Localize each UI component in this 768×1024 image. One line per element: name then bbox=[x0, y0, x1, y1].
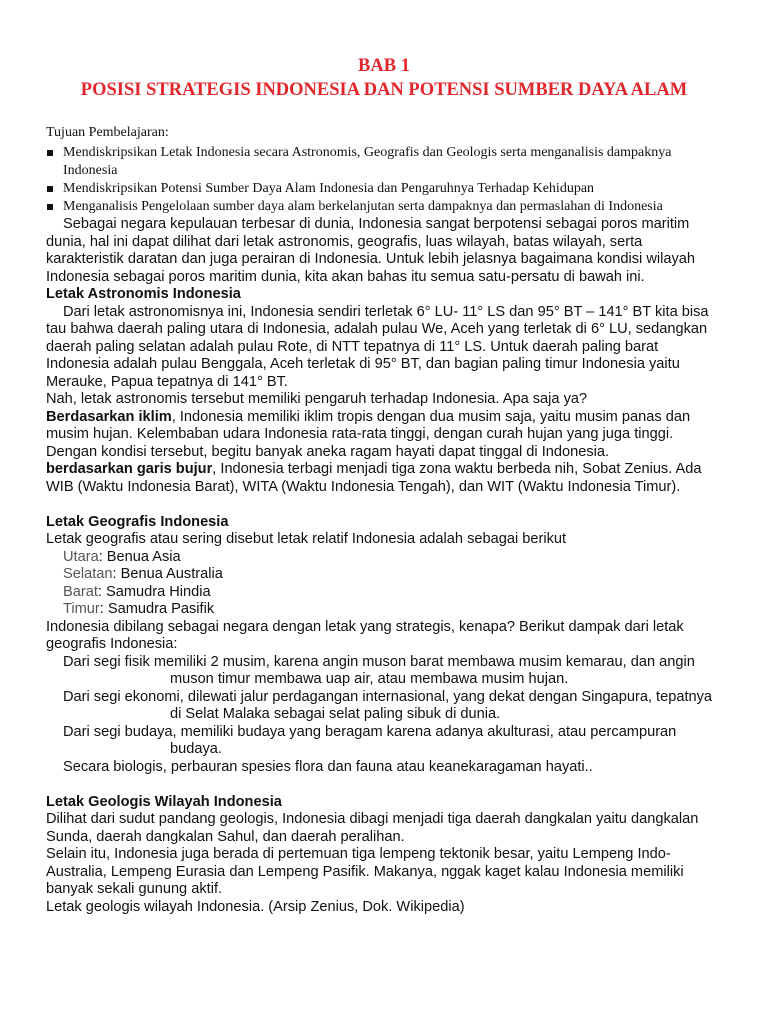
climate-paragraph bbox=[46, 409, 722, 462]
direction-name: Timur bbox=[63, 601, 100, 617]
geografis-intro: Letak geografis atau sering disebut letak relatif Indonesia adalah sebagai berikut bbox=[46, 531, 567, 547]
direction-value: : Benua Asia bbox=[98, 548, 181, 565]
climate-label: Berdasarkan iklim bbox=[46, 408, 172, 425]
impact-item: Dari segi budaya, memiliki budaya yang beragam karena adanya akulturasi, atau percampuran budaya. bbox=[63, 723, 677, 757]
objectives-list bbox=[46, 144, 722, 216]
section-heading-geografis: Letak Geografis Indonesia bbox=[46, 513, 229, 530]
astronomis-paragraph: Dari letak astronomisnya ini, Indonesia sendiri terletak 6° LU- 11° LS dan 95° BT – 141° BT kita bisa tau bahwa daerah paling utara di Indonesia, adalah pulau We, Aceh yang terletak di 6° LU, sedangkan daerah paling selatan adalah pulau Rote, di NTT tepatnya di 11° LS. Untuk daerah paling barat Indonesia adalah pulau Benggala, Aceh terletak di 95° BT, dan bagian paling timur Indonesia yaitu Merauke, Papua tepatnya di 141° BT. bbox=[46, 303, 709, 390]
climate-text: , Indonesia memiliki iklim tropis dengan dua musim saja, yaitu musim panas dan musim hujan. Kelembaban udara Indonesia rata-rata tinggi, dengan curah hujan yang juga tinggi. Dengan kondisi tersebut, begitu banyak aneka ragam hayati dapat tinggal di Indonesia. bbox=[46, 408, 691, 460]
longitude-label: berdasarkan garis bujur bbox=[46, 461, 213, 477]
direction-row bbox=[46, 566, 722, 584]
direction-name: Barat bbox=[63, 583, 98, 600]
direction-name: Selatan bbox=[63, 566, 113, 582]
figure-caption: Letak geologis wilayah Indonesia. (Arsip Zenius, Dok. Wikipedia) bbox=[46, 898, 465, 915]
intro-paragraph: Sebagai negara kepulauan terbesar di dunia, Indonesia sangat berpotensi sebagai poros maritim dunia, hal ini dapat dilihat dari letak astronomis, geografis, luas wilayah, batas wilayah, serta karakteristik daratan dan juga perairan di Indonesia. Untuk lebih jelasnya bagaimana kondisi wilayah Indonesia sebagai poros maritim dunia, kita akan bahas itu semua satu-persatu di bawah ini. bbox=[46, 216, 696, 285]
geologis-paragraph: Selain itu, Indonesia juga berada di pertemuan tiga lempeng tektonik besar, yaitu Lempeng Indo-Australia, Lempeng Eurasia dan Lempeng Pasifik. Makanya, nggak kaget kalau Indonesia memiliki banyak sekali gunung aktif. bbox=[46, 846, 684, 897]
longitude-paragraph bbox=[46, 461, 722, 496]
direction-row bbox=[46, 584, 722, 602]
geologis-paragraph: Dilihat dari sudut pandang geologis, Indonesia dibagi menjadi tiga daerah dangkalan yaitu dangkalan Sunda, daerah dangkalan Sahul, dan daerah peralihan. bbox=[46, 811, 699, 845]
objectives-heading: Tujuan Pembelajaran: bbox=[46, 125, 169, 140]
impact-item: Secara biologis, perbauran spesies flora dan fauna atau keanekaragaman hayati.. bbox=[63, 758, 593, 775]
impact-item: Dari segi fisik memiliki 2 musim, karena angin muson barat membawa musim kemarau, dan angin muson timur membawa uap air, atau membawa musim hujan. bbox=[63, 653, 695, 687]
section-heading-astronomis: Letak Astronomis Indonesia bbox=[46, 286, 241, 302]
chapter-header bbox=[46, 0, 722, 102]
impact-item: Dari segi ekonomi, dilewati jalur perdagangan internasional, yang dekat dengan Singapura, tepatnya di Selat Malaka sebagai selat paling sibuk di dunia. bbox=[63, 688, 713, 722]
impact-intro: Indonesia dibilang sebagai negara dengan letak yang strategis, kenapa? Berikut dampak dari letak geografis Indonesia: bbox=[46, 618, 684, 652]
section-heading-geologis: Letak Geologis Wilayah Indonesia bbox=[46, 793, 282, 810]
direction-row bbox=[46, 601, 722, 619]
longitude-text: , Indonesia terbagi menjadi tiga zona waktu berbeda nih, Sobat Zenius. Ada WIB (Waktu Indonesia Barat), WITA (Waktu Indonesia Tengah), dan WIT (Waktu Indonesia Timur). bbox=[46, 461, 702, 495]
objective-item: Mendiskripsikan Potensi Sumber Daya Alam Indonesia dan Pengaruhnya Terhadap Kehidupan bbox=[46, 180, 722, 198]
chapter-number: BAB 1 bbox=[358, 56, 410, 76]
direction-value: : Benua Australia bbox=[112, 566, 223, 582]
chapter-title: POSISI STRATEGIS INDONESIA DAN POTENSI SUMBER DAYA ALAM bbox=[80, 80, 688, 100]
body-text bbox=[46, 216, 722, 916]
astronomis-question: Nah, letak astronomis tersebut memiliki pengaruh terhadap Indonesia. Apa saja ya? bbox=[46, 391, 588, 407]
learning-objectives bbox=[46, 124, 722, 216]
direction-value: : Samudra Hindia bbox=[97, 583, 211, 600]
objective-item: Menganalisis Pengelolaan sumber daya alam berkelanjutan serta dampaknya dan permaslahan di Indonesia bbox=[46, 198, 722, 216]
direction-value: : Samudra Pasifik bbox=[99, 601, 215, 617]
direction-row bbox=[46, 549, 722, 567]
objective-item: Mendiskripsikan Letak Indonesia secara Astronomis, Geografis dan Geologis serta menganalisis dampaknya Indonesia bbox=[46, 144, 722, 180]
direction-name: Utara bbox=[63, 548, 99, 565]
